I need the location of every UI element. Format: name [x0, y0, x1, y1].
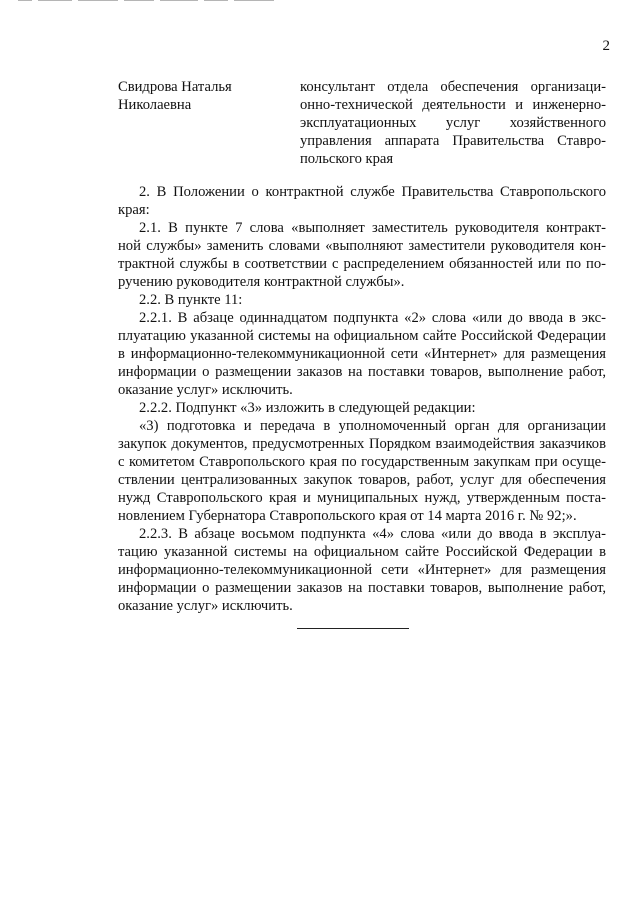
paragraph-line: информационно-телекоммуникационной сети «Интернет» для размещения	[118, 562, 606, 578]
paragraph-line: ной службы» заменить словами «выполняют заместители руководителя кон-	[118, 238, 606, 254]
page-number: 2	[602, 38, 610, 54]
paragraph-2-2-2	[118, 399, 606, 417]
member-name-line: Николаевна	[118, 97, 192, 113]
paragraph-2-2-3	[118, 525, 606, 615]
paragraph-line: тацию указанной системы на официальном сайте Российской Федерации в	[118, 544, 606, 560]
member-name-line: Свидрова Наталья	[118, 79, 232, 95]
member-position-line: консультант отдела обеспечения организаци-	[300, 79, 606, 95]
scan-artifact-marks	[18, 0, 278, 3]
paragraph-line: «3) подготовка и передача в уполномоченный орган для организации	[139, 418, 606, 434]
paragraph-line: информации о размещении заказов на поставки товаров, выполнение работ,	[118, 580, 606, 596]
paragraph-section-2	[118, 183, 606, 219]
member-position-line: управления аппарата Правительства Ставро-	[300, 133, 606, 149]
paragraph-2-1	[118, 219, 606, 291]
paragraph-line: 2.2. В пункте 11:	[139, 292, 243, 308]
paragraph-line: новлением Губернатора Ставропольского края от 14 марта 2016 г. № 92;».	[118, 508, 577, 524]
paragraph-line: оказание услуг» исключить.	[118, 598, 293, 614]
member-position	[300, 78, 606, 168]
paragraph-line: ручению руководителя контрактной службы».	[118, 274, 405, 290]
member-position-line: польского края	[300, 151, 394, 167]
paragraph-line: в информационно-телекоммуникационной сети «Интернет» для размещения	[118, 346, 606, 362]
paragraph-2-2-1	[118, 309, 606, 399]
document-body	[118, 183, 606, 615]
paragraph-line: края:	[118, 202, 150, 218]
paragraph-line: закупок документов, предусмотренных Порядком взаимодействия заказчиков	[118, 436, 606, 452]
paragraph-line: 2. В Положении о контрактной службе Правительства Ставропольского	[139, 184, 606, 200]
paragraph-2-2	[118, 291, 606, 309]
member-position-line: эксплуатационных услуг хозяйственного	[300, 115, 606, 131]
paragraph-line: 2.2.3. В абзаце восьмом подпункта «4» слова «или до ввода в эксплуа-	[139, 526, 606, 542]
paragraph-line: нужд Ставропольского края и муниципальных нужд, утвержденным поста-	[118, 490, 606, 506]
paragraph-line: плуатацию указанной системы на официальном сайте Российской Федерации	[118, 328, 606, 344]
paragraph-line: 2.1. В пункте 7 слова «выполняет заместитель руководителя контракт-	[139, 220, 606, 236]
paragraph-line: с комитетом Ставропольского края по государственным закупкам при осуще-	[118, 454, 606, 470]
member-position-line: онно-технической деятельности и инженерно-	[300, 97, 606, 113]
paragraph-line: трактной службы в соответствии с распределением обязанностей или по по-	[118, 256, 606, 272]
paragraph-quoted-subitem-3	[118, 417, 606, 525]
member-name	[118, 78, 288, 114]
closing-divider-line	[297, 628, 409, 629]
paragraph-line: 2.2.1. В абзаце одиннадцатом подпункта «2» слова «или до ввода в экс-	[139, 310, 606, 326]
paragraph-line: 2.2.2. Подпункт «3» изложить в следующей редакции:	[139, 400, 476, 416]
paragraph-line: оказание услуг» исключить.	[118, 382, 293, 398]
paragraph-line: ствлении централизованных закупок товаров, работ, услуг для обеспечения	[118, 472, 606, 488]
paragraph-line: информации о размещении заказов на поставки товаров, выполнение работ,	[118, 364, 606, 380]
